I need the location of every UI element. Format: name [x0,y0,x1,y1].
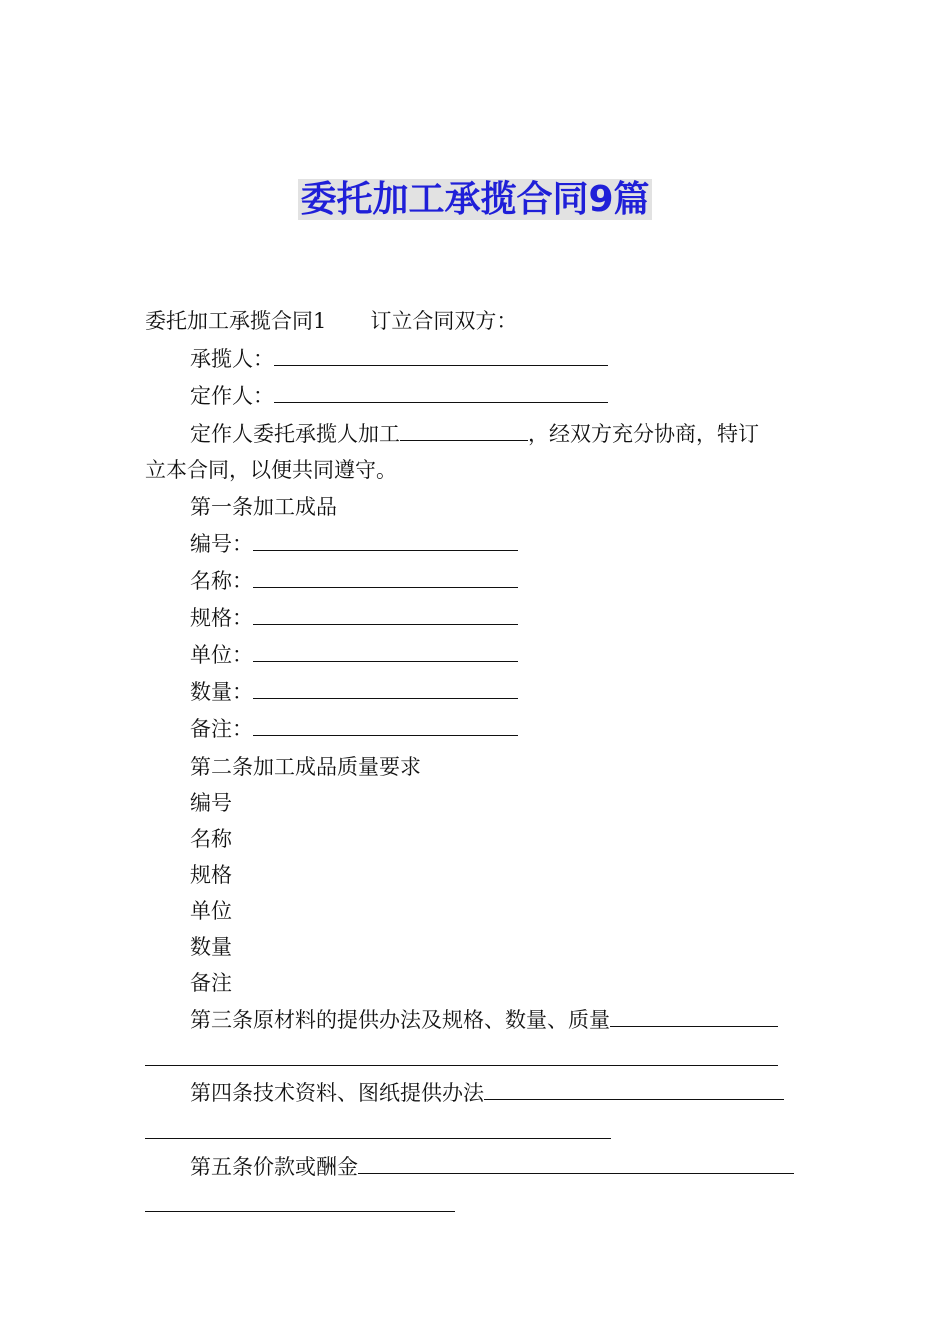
contractor-label: 承揽人： [190,347,274,371]
preamble-line-1 [190,418,759,449]
article4-continuation-rule [145,1137,611,1139]
article5-blank [358,1151,794,1174]
field-blank [253,713,518,736]
article2-item: 备注 [190,971,232,995]
article1-field-quantity [190,676,518,707]
field-label: 备注： [190,717,253,741]
article3-line [190,1004,778,1035]
article3-blank [610,1004,778,1027]
preamble-text-before: 定作人委托承揽人加工 [190,422,400,446]
field-label: 规格： [190,606,253,630]
article2-item: 名称 [190,827,232,851]
field-blank [253,602,518,625]
article1-field-name [190,565,518,596]
article2-heading: 第二条加工成品质量要求 [190,755,421,779]
article1-field-unit [190,639,518,670]
contractor-blank [274,343,608,366]
article4-blank [484,1077,784,1100]
article2-item: 编号 [190,791,232,815]
orderer-blank [274,380,608,403]
article2-item: 规格 [190,863,232,887]
preamble-text-after: ，经双方充分协商，特订 [528,422,759,446]
field-blank [253,528,518,551]
article1-heading: 第一条加工成品 [190,495,337,519]
article1-field-number [190,528,518,559]
article3-continuation-rule [145,1064,778,1066]
article5-continuation-rule [145,1210,455,1212]
field-blank [253,565,518,588]
field-blank [253,639,518,662]
article5-text: 第五条价款或酬金 [190,1155,358,1179]
article1-field-remarks [190,713,518,744]
preamble-line-2: 立本合同，以便共同遵守。 [145,458,397,482]
article4-line [190,1077,784,1108]
orderer-label: 定作人： [190,384,274,408]
title-text: 委托加工承揽合同9篇 [300,179,650,220]
article1-field-spec [190,602,518,633]
article3-text: 第三条原材料的提供办法及规格、数量、质量 [190,1008,610,1032]
article2-item: 单位 [190,899,232,923]
page-title [0,174,950,226]
article5-line [190,1151,794,1182]
contract-heading: 委托加工承揽合同1 [145,309,327,333]
field-label: 编号： [190,532,253,556]
parties-label: 订立合同双方： [370,309,518,333]
contractor-line [190,343,608,374]
field-label: 数量： [190,680,253,704]
field-label: 单位： [190,643,253,667]
intro-line [145,306,517,336]
orderer-line [190,380,608,411]
field-blank [253,676,518,699]
article2-item: 数量 [190,935,232,959]
article4-text: 第四条技术资料、图纸提供办法 [190,1081,484,1105]
processing-item-blank [400,418,528,441]
field-label: 名称： [190,569,253,593]
